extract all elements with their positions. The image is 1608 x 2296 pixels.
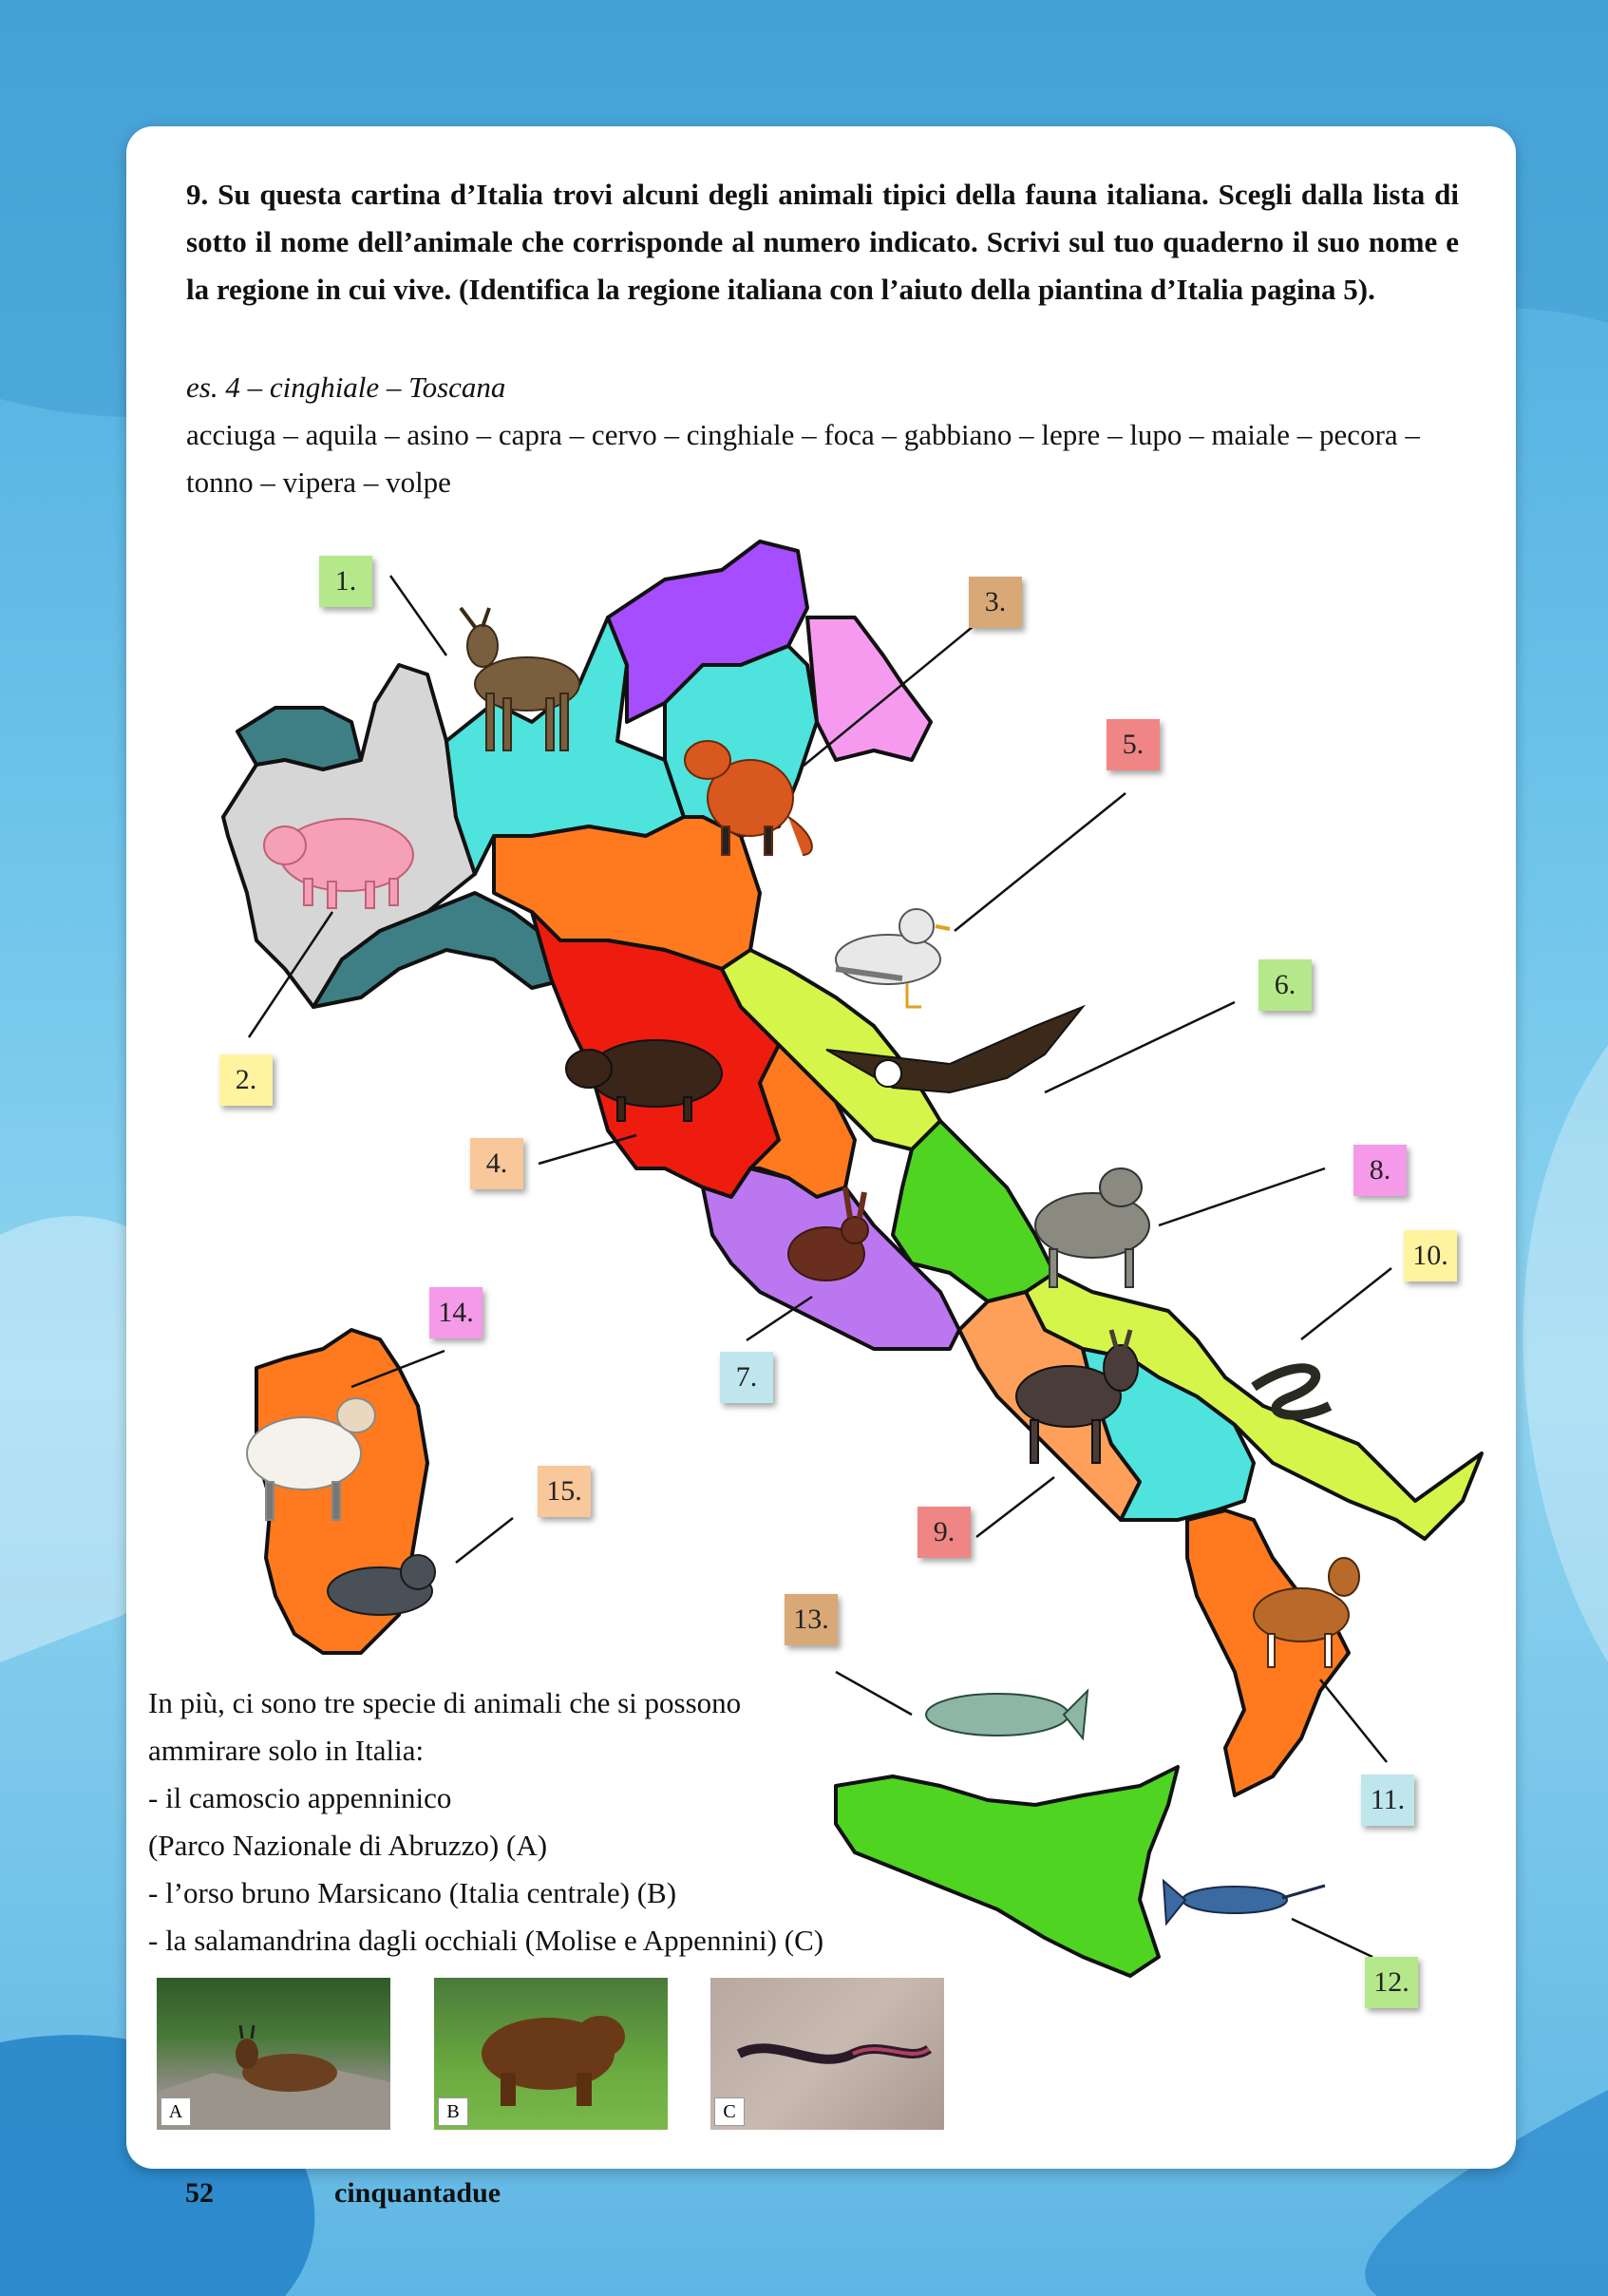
- region-friuli: [807, 617, 931, 760]
- map-label-9: 9.: [918, 1507, 971, 1558]
- map-label-4: 4.: [470, 1138, 523, 1189]
- map-label-15: 15.: [538, 1466, 591, 1517]
- animal-tuna: [926, 1691, 1088, 1738]
- animal-gull: [836, 909, 950, 1007]
- map-label-1: 1.: [319, 556, 372, 607]
- extra-line: (Parco Nazionale di Abruzzo) (A): [148, 1829, 548, 1862]
- extra-line: ammirare solo in Italia:: [148, 1734, 425, 1767]
- photo-label-a: A: [161, 2097, 191, 2126]
- photo-salamander: [710, 1978, 944, 2130]
- extra-line: In più, ci sono tre specie di animali che si possono: [148, 1686, 742, 1719]
- exercise-instruction: 9. Su questa cartina d’Italia trovi alcuni degli animali tipici della fauna italiana. Scegli dalla lista di sotto il nome dell’animale che corrisponde al numero indicato. Scrivi sul tuo quaderno il suo nome e la regione in cui vive. (Identifica la regione italiana con l’aiuto della piantina d’Italia pagina 5).: [186, 178, 1459, 306]
- photo-label-c: C: [714, 2097, 745, 2126]
- extra-line: - la salamandrina dagli occhiali (Molise e Appennini) (C): [148, 1924, 824, 1957]
- animal-swordfish: [1163, 1881, 1325, 1924]
- animal-word-list: acciuga – aquila – asino – capra – cervo – cinghiale – foca – gabbiano – lepre – lupo – maiale – pecora – tonno – vipera – volpe: [186, 418, 1420, 499]
- map-label-11: 11.: [1361, 1774, 1414, 1826]
- map-label-3: 3.: [969, 577, 1022, 628]
- endemic-species-text: [148, 1679, 908, 1964]
- photo-chamois: [157, 1978, 390, 2130]
- extra-line: - il camoscio appenninico: [148, 1781, 452, 1814]
- map-label-5: 5.: [1107, 719, 1160, 770]
- photo-label-b: B: [438, 2097, 468, 2126]
- extra-line: - l’orso bruno Marsicano (Italia centrale) (B): [148, 1876, 677, 1909]
- map-label-12: 12.: [1365, 1957, 1418, 2008]
- exercise-example: es. 4 – cinghiale – Toscana: [186, 370, 506, 404]
- map-label-13: 13.: [785, 1594, 838, 1645]
- map-label-2: 2.: [219, 1054, 273, 1106]
- map-label-10: 10.: [1404, 1230, 1457, 1281]
- region-aosta: [237, 708, 361, 769]
- animal-wolf: [1035, 1168, 1149, 1287]
- map-label-8: 8.: [1353, 1145, 1407, 1196]
- map-label-14: 14.: [429, 1287, 482, 1338]
- page-number-word: cinquantadue: [334, 2177, 501, 2209]
- page-number: 52: [185, 2177, 214, 2209]
- map-label-7: 7.: [720, 1352, 773, 1403]
- photo-bear: [434, 1978, 668, 2130]
- map-label-6: 6.: [1258, 959, 1312, 1011]
